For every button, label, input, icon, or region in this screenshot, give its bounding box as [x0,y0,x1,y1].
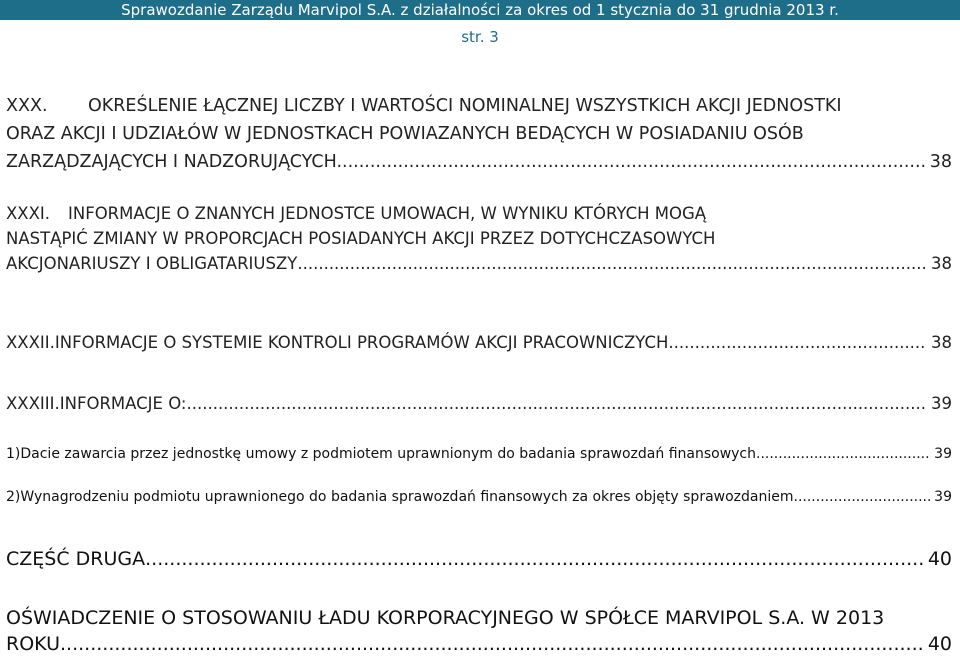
toc-entry-number: 1) [6,446,21,462]
toc-entry-xxxii[interactable] [6,331,952,355]
toc-entry-title-line: INFORMACJE O ZNANYCH JEDNOSTCE UMOWACH, W WYNIKU KTÓRYCH MOGĄ [68,204,707,223]
toc-subentry-1[interactable] [6,443,952,465]
toc-entry-title-line: ROKU [6,633,61,655]
toc-entry-title: INFORMACJE O: [59,394,187,413]
toc-subentry-2[interactable] [6,486,952,508]
leader-dots [297,252,927,276]
toc-entry-title: Dacie zawarcia przez jednostkę umowy z podmiotem uprawnionym do badania sprawozdań finansowych [20,446,756,462]
toc-page-number: 39 [931,394,952,413]
leader-dots [186,392,927,416]
toc-entry-statement[interactable] [6,605,952,657]
toc-entry-number: XXX. [6,96,48,116]
toc-page-number: 38 [929,152,952,172]
toc-page-number: 40 [927,633,952,655]
toc-entry-title: CZĘŚĆ DRUGA [6,548,146,570]
toc-entry-number: 2) [6,489,21,505]
leader-dots [145,546,924,572]
toc-page-number: 39 [934,446,952,462]
toc-entry-xxxi[interactable] [6,202,952,276]
toc-entry-title-line: NASTĄPIĆ ZMIANY W PROPORCJACH POSIADANYCH AKCJI PRZEZ DOTYCHCZASOWYCH [6,229,716,248]
leader-dots [60,631,924,657]
toc-entry-title-line: ORAZ AKCJI I UDZIAŁÓW W JEDNOSTKACH POWIAZANYCH BEDĄCYCH W POSIADANIU OSÓB [6,124,804,144]
toc-entry-title-line: OŚWIADCZENIE O STOSOWANIU ŁADU KORPORACYJNEGO W SPÓŁCE MARVIPOL S.A. W 2013 [6,607,885,629]
toc-entry-xxxiii[interactable] [6,392,952,416]
leader-dots [756,443,930,465]
leader-dots [794,486,931,508]
leader-dots [342,150,926,174]
toc-entry-title: Wynagrodzeniu podmiotu uprawnionego do badania sprawozdań finansowych za okres objęty sprawozdaniem [20,489,794,505]
document-header [0,0,960,20]
header-title: Sprawozdanie Zarządu Marvipol S.A. z działalności za okres od 1 stycznia do 31 grudnia 2013 r. [121,1,839,19]
toc-entry-title-line: ZARZĄDZAJĄCYCH I NADZORUJĄCYCH. [6,152,343,172]
toc-page-number: 38 [931,254,952,273]
toc-entry-number: XXXIII. [6,394,60,413]
toc-entry-title: INFORMACJE O SYSTEMIE KONTROLI PROGRAMÓW AKCJI PRACOWNICZYCH [54,333,669,352]
toc-entry-title-line: OKREŚLENIE ŁĄCZNEJ LICZBY I WARTOŚCI NOMINALNEJ WSZYSTKICH AKCJI JEDNOSTKI [88,96,842,116]
toc-entry-title-line: AKCJONARIUSZY I OBLIGATARIUSZY [6,254,298,273]
toc-page-number: 38 [931,333,952,352]
toc-page-number: 40 [927,548,952,570]
toc-entry-xxx[interactable] [6,94,952,174]
toc-page-number: 39 [934,489,952,505]
toc-entry-part-two[interactable] [6,546,952,572]
toc-entry-number: XXXII. [6,333,55,352]
leader-dots [668,331,927,355]
page-number: str. 3 [461,28,499,46]
toc-entry-number: XXXI. [6,204,51,223]
